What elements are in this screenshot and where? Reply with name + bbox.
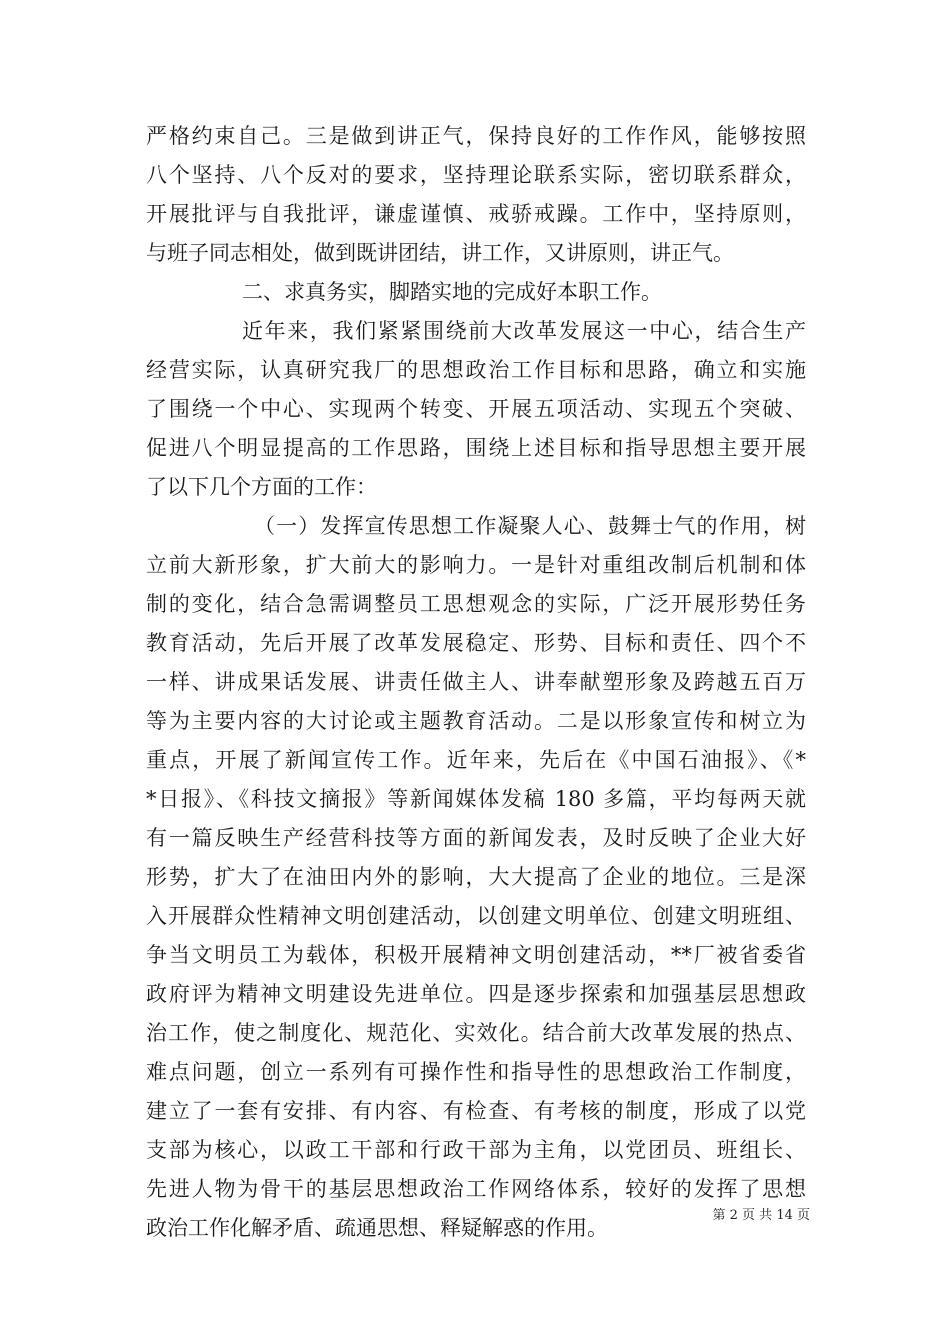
- text-line: 立前大新形象，扩大前大的影响力。一是针对重组改制后机制和体: [146, 553, 806, 577]
- text-line: 制的变化，结合急需调整员工思想观念的实际，广泛开展形势任务: [146, 592, 806, 616]
- text-line: 重点，开展了新闻宣传工作。近年来，先后在《中国石油报》、《*: [146, 748, 806, 772]
- text-line: 开展批评与自我批评，谦虚谨慎、戒骄戒躁。工作中，坚持原则，: [146, 202, 806, 226]
- text-line: 支部为核心，以政工干部和行政干部为主角，以党团员、班组长、: [146, 1138, 806, 1162]
- paragraph-3: [146, 312, 806, 507]
- text-line: 难点问题，创立一系列有可操作性和指导性的思想政治工作制度，: [146, 1060, 806, 1084]
- text-line: 政府评为精神文明建设先进单位。四是逐步探索和加强基层思想政: [146, 982, 806, 1006]
- text-line: 政治工作化解矛盾、疏通思想、释疑解惑的作用。: [146, 1216, 608, 1240]
- paragraph-1: [146, 117, 806, 273]
- text-line: 经营实际，认真研究我厂的思想政治工作目标和思路，确立和实施: [146, 358, 806, 382]
- text-line: 入开展群众性精神文明创建活动，以创建文明单位、创建文明班组、: [146, 904, 806, 928]
- text-line: 先进人物为骨干的基层思想政治工作网络体系，较好的发挥了思想: [146, 1177, 806, 1201]
- text-line: 形势，扩大了在油田内外的影响，大大提高了企业的地位。三是深: [146, 865, 806, 889]
- text-line: 建立了一套有安排、有内容、有检查、有考核的制度，形成了以党: [146, 1099, 806, 1123]
- text-line: 有一篇反映生产经营科技等方面的新闻发表，及时反映了企业大好: [146, 826, 806, 850]
- document-page: [146, 117, 806, 1248]
- text-line: 促进八个明显提高的工作思路，围绕上述目标和指导思想主要开展: [146, 436, 806, 460]
- text-line: 一样、讲成果话发展、讲责任做主人、讲奉献塑形象及跨越五百万: [146, 670, 806, 694]
- text-line: *日报》、《科技文摘报》等新闻媒体发稿 180 多篇，平均每两天就: [146, 787, 806, 811]
- section-heading: [146, 273, 806, 312]
- text-line: 治工作，使之制度化、规范化、实效化。结合前大改革发展的热点、: [146, 1021, 806, 1045]
- paragraph-4: [146, 507, 806, 1248]
- text-line: 了围绕一个中心、实现两个转变、开展五项活动、实现五个突破、: [146, 397, 806, 421]
- text-line: （一）发挥宣传思想工作凝聚人心、鼓舞士气的作用，树: [254, 514, 806, 538]
- page-number-footer: 第 2 页 共 14 页: [712, 1208, 810, 1223]
- text-line: 教育活动，先后开展了改革发展稳定、形势、目标和责任、四个不: [146, 631, 806, 655]
- text-line: 争当文明员工为载体，积极开展精神文明创建活动，**厂被省委省: [146, 943, 806, 967]
- text-line: 严格约束自己。三是做到讲正气，保持良好的工作作风，能够按照: [146, 124, 806, 148]
- text-line: 近年来，我们紧紧围绕前大改革发展这一中心，结合生产: [242, 319, 806, 343]
- text-line: 八个坚持、八个反对的要求，坚持理论联系实际，密切联系群众，: [146, 163, 806, 187]
- heading-line: 二、求真务实，脚踏实地的完成好本职工作。: [242, 280, 662, 304]
- text-line: 与班子同志相处，做到既讲团结，讲工作，又讲原则，讲正气。: [146, 241, 734, 265]
- text-line: 了以下几个方面的工作：: [146, 475, 377, 499]
- text-line: 等为主要内容的大讨论或主题教育活动。二是以形象宣传和树立为: [146, 709, 806, 733]
